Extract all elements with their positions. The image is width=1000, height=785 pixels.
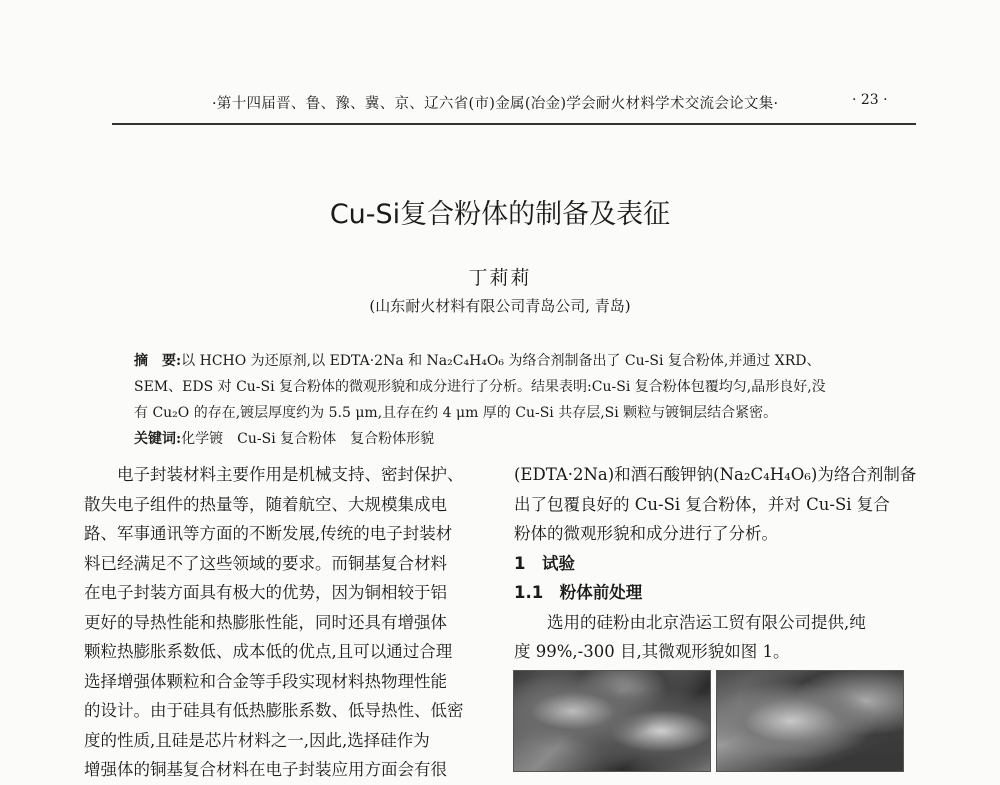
abstract-text-1: 以 HCHO 为还原剂,以 EDTA·2Na 和 Na₂C₄H₄O₆ 为络合剂制备出了 Cu-Si 复合粉体,并通过 XRD、 bbox=[181, 353, 821, 369]
body-line: 出了包覆良好的 Cu-Si 复合粉体，并对 Cu-Si 复合 bbox=[514, 494, 890, 514]
abstract-line-1 bbox=[134, 350, 821, 370]
figure-1-micrograph-b bbox=[716, 670, 904, 772]
body-line: 路、军事通讯等方面的不断发展,传统的电子封装材 bbox=[84, 524, 453, 543]
affiliation: (山东耐火材料有限公司青岛公司, 青岛) bbox=[369, 297, 631, 315]
body-line: 颗粒热膨胀系数低、成本低的优点,且可以通过合理 bbox=[84, 642, 453, 661]
body-line: 更好的导热性能和热膨胀性能，同时还具有增强体 bbox=[84, 612, 447, 632]
body-right-column bbox=[514, 460, 916, 667]
keywords-label: 关键词: bbox=[134, 431, 182, 447]
body-line: 选择增强体颗粒和合金等手段实现材料热物理性能 bbox=[84, 671, 447, 691]
header-rule bbox=[112, 123, 916, 125]
paper-title: Cu-Si复合粉体的制备及表征 bbox=[329, 199, 671, 230]
body-line: 增强体的铜基复合材料在电子封装应用方面会有很 bbox=[84, 760, 447, 779]
body-line: 料已经满足不了这些领域的要求。而铜基复合材料 bbox=[84, 553, 447, 573]
body-line: 在电子封装方面具有极大的优势，因为铜相较于铝 bbox=[84, 583, 447, 602]
abstract-line-2: SEM、EDS 对 Cu-Si 复合粉体的微观形貌和成分进行了分析。结果表明:Cu-Si 复合粉体包覆均匀,晶形良好,没 bbox=[134, 379, 826, 395]
running-header: ·第十四届晋、鲁、豫、冀、京、辽六省(市)金属(冶金)学会耐火材料学术交流会论文集· bbox=[212, 96, 779, 112]
body-line: 散失电子组件的热量等，随着航空、大规模集成电 bbox=[84, 494, 447, 514]
subsection-heading: 1.1 粉体前处理 bbox=[514, 583, 643, 602]
body-line: (EDTA·2Na)和酒石酸钾钠(Na₂C₄H₄O₆)为络合剂制备 bbox=[514, 465, 917, 484]
figure-1-micrograph-a bbox=[513, 670, 711, 772]
section-heading: 1 试验 bbox=[514, 553, 575, 573]
keywords-line bbox=[134, 428, 434, 448]
body-line: 粉体的微观形貌和成分进行了分析。 bbox=[514, 524, 778, 543]
abstract-label: 摘 要: bbox=[134, 353, 182, 369]
keywords-text: 化学镀 Cu-Si 复合粉体 复合粉体形貌 bbox=[181, 431, 435, 447]
abstract-line-3: 有 Cu₂O 的存在,镀层厚度约为 5.5 μm,且存在约 4 μm 厚的 Cu-Si 共存层,Si 颗粒与镀铜层结合紧密。 bbox=[134, 405, 778, 421]
body-line: 度的性质,且硅是芯片材料之一,因此,选择硅作为 bbox=[84, 730, 430, 750]
body-left-column bbox=[84, 460, 494, 785]
page-number: · 23 · bbox=[852, 92, 888, 108]
body-line: 选用的硅粉由北京浩运工贸有限公司提供,纯 bbox=[547, 612, 866, 632]
body-line: 的设计。由于硅具有低热膨胀系数、低导热性、低密 bbox=[84, 701, 464, 720]
body-line: 电子封装材料主要作用是机械支持、密封保护、 bbox=[117, 465, 464, 484]
author: 丁莉莉 bbox=[468, 267, 532, 289]
body-line: 度 99%,-300 目,其微观形貌如图 1。 bbox=[514, 642, 790, 661]
